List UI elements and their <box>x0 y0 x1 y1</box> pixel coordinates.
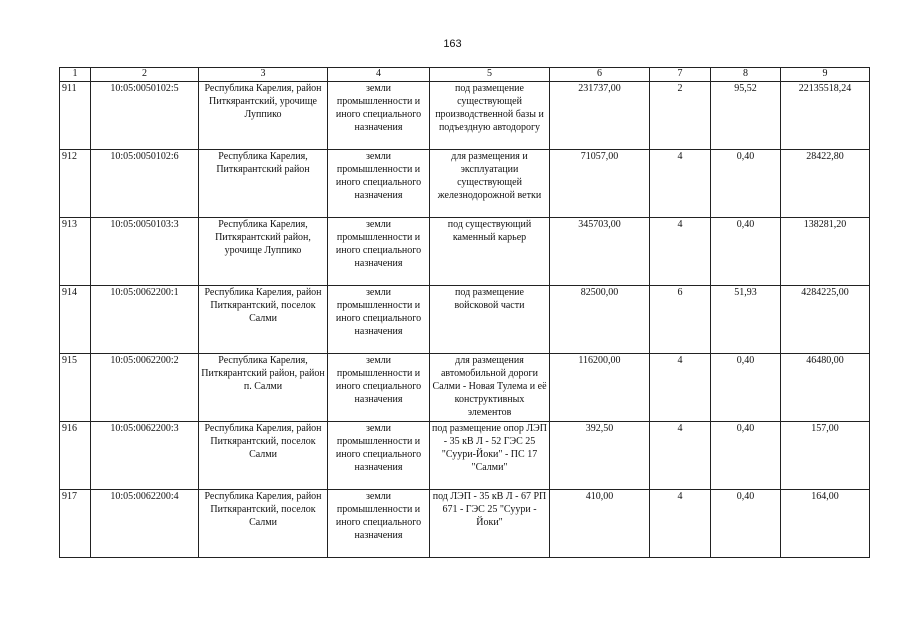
permitted-use: под размещение войсковой части <box>430 286 550 354</box>
page-number: 163 <box>443 38 462 50</box>
column-header-2: 2 <box>91 68 199 82</box>
permitted-use: для размещения автомобильной дороги Салми - Новая Тулема и её конструктивных элементов <box>430 354 550 422</box>
permitted-use: под размещение существующей производственной базы и подъездную автодорогу <box>430 82 550 150</box>
header-row <box>60 68 870 82</box>
column-header-8: 8 <box>711 68 781 82</box>
permitted-use: под существующий каменный карьер <box>430 218 550 286</box>
row-number: 913 <box>60 218 91 286</box>
column-header-7: 7 <box>650 68 711 82</box>
row-number: 912 <box>60 150 91 218</box>
column-header-3: 3 <box>199 68 328 82</box>
permitted-use: под размещение опор ЛЭП - 35 кВ Л - 52 ГЭС 25 "Суури-Йоки" - ПС 17 "Салми" <box>430 422 550 490</box>
cadastral-value: 157,00 <box>781 422 870 490</box>
column-header-6: 6 <box>550 68 650 82</box>
specific-value: 0,40 <box>711 150 781 218</box>
specific-value: 95,52 <box>711 82 781 150</box>
cadastral-number: 10:05:0050102:5 <box>91 82 199 150</box>
permitted-use: для размещения и эксплуатации существующей железнодорожной ветки <box>430 150 550 218</box>
area: 410,00 <box>550 490 650 558</box>
land-category: земли промышленности и иного специального назначения <box>328 150 430 218</box>
location: Республика Карелия, Питкярантский район, район п. Салми <box>199 354 328 422</box>
land-plots-table <box>59 67 870 558</box>
cadastral-number: 10:05:0050103:3 <box>91 218 199 286</box>
area: 345703,00 <box>550 218 650 286</box>
location: Республика Карелия, район Питкярантский, поселок Салми <box>199 422 328 490</box>
row-number: 915 <box>60 354 91 422</box>
column-header-4: 4 <box>328 68 430 82</box>
cadastral-value: 4284225,00 <box>781 286 870 354</box>
location: Республика Карелия, район Питкярантский, урочище Луппико <box>199 82 328 150</box>
column-header-9: 9 <box>781 68 870 82</box>
use-code: 4 <box>650 150 711 218</box>
cadastral-number: 10:05:0062200:4 <box>91 490 199 558</box>
area: 116200,00 <box>550 354 650 422</box>
location: Республика Карелия, Питкярантский район <box>199 150 328 218</box>
cadastral-number: 10:05:0062200:2 <box>91 354 199 422</box>
row-number: 916 <box>60 422 91 490</box>
area: 392,50 <box>550 422 650 490</box>
table-row <box>60 218 870 286</box>
row-number: 911 <box>60 82 91 150</box>
land-category: земли промышленности и иного специального назначения <box>328 82 430 150</box>
cadastral-value: 138281,20 <box>781 218 870 286</box>
table-row <box>60 422 870 490</box>
location: Республика Карелия, Питкярантский район, урочище Луппико <box>199 218 328 286</box>
specific-value: 0,40 <box>711 218 781 286</box>
use-code: 4 <box>650 490 711 558</box>
land-category: земли промышленности и иного специального назначения <box>328 422 430 490</box>
specific-value: 0,40 <box>711 354 781 422</box>
column-header-5: 5 <box>430 68 550 82</box>
cadastral-value: 46480,00 <box>781 354 870 422</box>
specific-value: 0,40 <box>711 490 781 558</box>
area: 82500,00 <box>550 286 650 354</box>
table-row <box>60 354 870 422</box>
specific-value: 51,93 <box>711 286 781 354</box>
cadastral-number: 10:05:0050102:6 <box>91 150 199 218</box>
row-number: 917 <box>60 490 91 558</box>
land-category: земли промышленности и иного специального назначения <box>328 490 430 558</box>
cadastral-value: 164,00 <box>781 490 870 558</box>
use-code: 4 <box>650 354 711 422</box>
permitted-use: под ЛЭП - 35 кВ Л - 67 РП 671 - ГЭС 25 "Суури - Йоки" <box>430 490 550 558</box>
use-code: 2 <box>650 82 711 150</box>
row-number: 914 <box>60 286 91 354</box>
cadastral-value: 28422,80 <box>781 150 870 218</box>
cadastral-number: 10:05:0062200:1 <box>91 286 199 354</box>
table-row <box>60 490 870 558</box>
cadastral-number: 10:05:0062200:3 <box>91 422 199 490</box>
use-code: 6 <box>650 286 711 354</box>
location: Республика Карелия, район Питкярантский, поселок Салми <box>199 286 328 354</box>
area: 71057,00 <box>550 150 650 218</box>
specific-value: 0,40 <box>711 422 781 490</box>
land-category: земли промышленности и иного специального назначения <box>328 286 430 354</box>
table-row <box>60 150 870 218</box>
use-code: 4 <box>650 422 711 490</box>
location: Республика Карелия, район Питкярантский, поселок Салми <box>199 490 328 558</box>
use-code: 4 <box>650 218 711 286</box>
land-category: земли промышленности и иного специального назначения <box>328 218 430 286</box>
column-header-1: 1 <box>60 68 91 82</box>
cadastral-value: 22135518,24 <box>781 82 870 150</box>
table-row <box>60 82 870 150</box>
land-category: земли промышленности и иного специального назначения <box>328 354 430 422</box>
area: 231737,00 <box>550 82 650 150</box>
table-row <box>60 286 870 354</box>
